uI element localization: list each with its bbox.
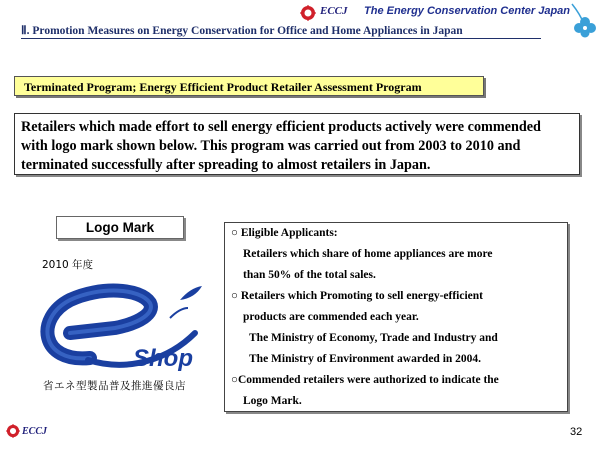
logo-shop-text: Shop [133, 345, 193, 372]
applicants-line: The Ministry of Economy, Trade and Industry and [249, 332, 498, 344]
header-org-name: The Energy Conservation Center Japan [364, 5, 570, 17]
program-description [14, 113, 580, 175]
applicants-line: Logo Mark. [243, 395, 302, 407]
clover-logo-icon [570, 2, 600, 42]
description-line: terminated successfully after spreading to almost retailers in Japan. [21, 157, 431, 173]
applicants-line: ○Commended retailers were authorized to indicate the [231, 374, 499, 386]
applicants-line: Retailers which share of home appliances are more [243, 248, 493, 260]
applicants-line: ○ Retailers which Promoting to sell energy-efficient [231, 290, 484, 302]
applicants-line: than 50% of the total sales. [243, 269, 376, 281]
applicants-line: The Ministry of Environment awarded in 2004. [249, 353, 482, 365]
logo-mark-label: Logo Mark [56, 216, 184, 239]
eligible-applicants-box [224, 222, 568, 412]
description-line: with logo mark shown below. This program was carried out from 2003 to 2010 and [21, 138, 521, 154]
description-line: Retailers which made effort to sell energy efficient products actively were commended [21, 119, 541, 135]
section-title: Ⅱ. Promotion Measures on Energy Conservation for Office and Home Appliances in Japan [21, 25, 463, 37]
eccj-logo-icon [300, 5, 316, 21]
e-shop-logo-icon [30, 278, 220, 378]
footer-org-abbrev: ECCJ [22, 426, 48, 437]
applicants-line: ○ Eligible Applicants: [231, 227, 338, 239]
title-underline [21, 38, 541, 39]
logo-year-label: 2010 年度 [42, 259, 94, 271]
eccj-footer-logo-icon [6, 424, 20, 438]
applicants-line: products are commended each year. [243, 311, 419, 323]
page-number: 32 [570, 426, 583, 438]
header-org-abbrev: ECCJ [320, 5, 348, 17]
program-title-banner: Terminated Program; Energy Efficient Product Retailer Assessment Program [14, 76, 484, 96]
logo-caption: 省エネ型製品普及推進優良店 [43, 380, 186, 392]
